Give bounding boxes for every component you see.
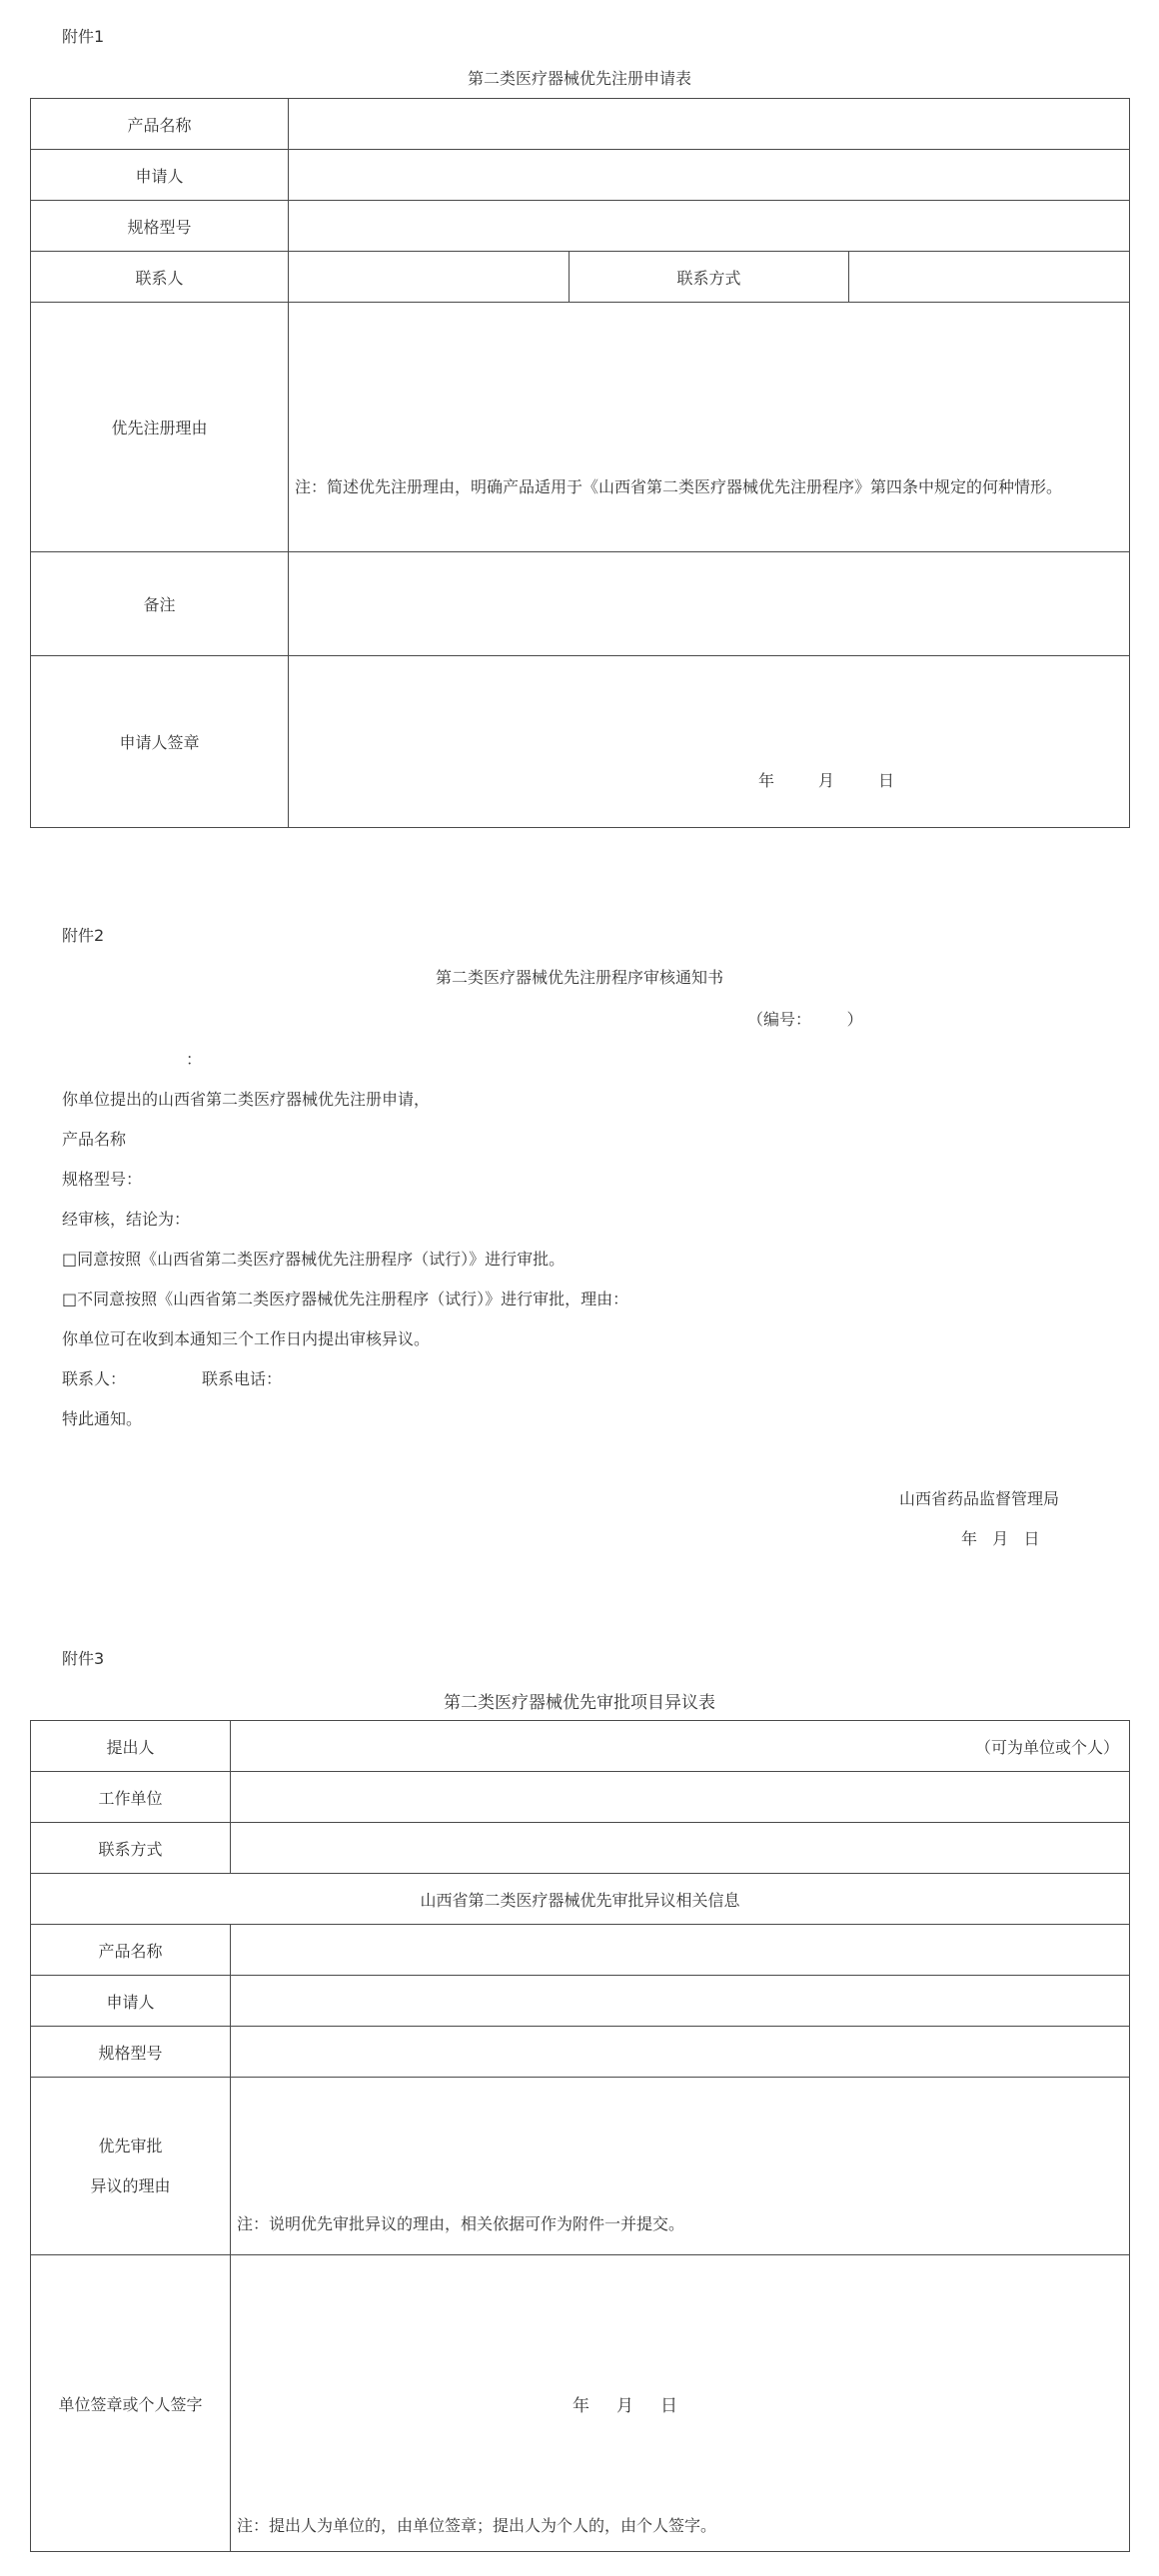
field-spec-model [289, 201, 1130, 252]
label-applicant: 申请人 [31, 150, 289, 201]
notice-line: 你单位提出的山西省第二类医疗器械优先注册申请， [62, 1090, 431, 1109]
label-applicant-seal: 申请人签章 [31, 656, 289, 828]
attachment3-title: 第二类医疗器械优先审批项目异议表 [444, 1693, 715, 1713]
signature-date: 年 月 日 [573, 2396, 678, 2416]
label-contact-method: 联系方式 [31, 1823, 231, 1874]
section-header: 山西省第二类医疗器械优先审批异议相关信息 [31, 1874, 1130, 1925]
label-priority-reason: 优先注册理由 [31, 303, 289, 552]
label-spec-model: 规格型号 [31, 2027, 231, 2078]
field-remarks [289, 552, 1130, 656]
date-month: 月 [818, 771, 835, 790]
field-contact-person [289, 252, 570, 303]
notice-line-agree: □同意按照《山西省第二类医疗器械优先注册程序（试行）》进行审批。 [62, 1250, 566, 1269]
notice-contact-label: 联系人： [62, 1369, 127, 1388]
attachment1-title: 第二类医疗器械优先注册申请表 [467, 69, 691, 88]
label-product-name: 产品名称 [31, 1925, 231, 1976]
field-signature [231, 2255, 1130, 2552]
notice-date: 年 月 日 [961, 1529, 1040, 1548]
date-day: 日 [878, 771, 895, 790]
addressee-colon: ： [186, 1050, 203, 1069]
notice-closing: 特此通知。 [62, 1409, 143, 1428]
notice-issuer: 山西省药品监督管理局 [899, 1489, 1060, 1508]
label-spec-model: 规格型号 [31, 201, 289, 252]
priority-reason-note: 注：简述优先注册理由，明确产品适用于《山西省第二类医疗器械优先注册程序》第四条中规定的何种情形。 [295, 477, 1063, 496]
field-product-name [289, 99, 1130, 150]
field-applicant-seal [289, 656, 1130, 828]
field-contact-method [231, 1823, 1130, 1874]
label-applicant: 申请人 [31, 1976, 231, 2027]
field-applicant [289, 150, 1130, 201]
attachment1-label: 附件1 [62, 27, 105, 46]
notice-line: 你单位可在收到本通知三个工作日内提出审核异议。 [62, 1329, 431, 1348]
label-contact-person: 联系人 [31, 252, 289, 303]
label-objection-reason [31, 2078, 231, 2255]
label-signature: 单位签章或个人签字 [31, 2255, 231, 2552]
notice-number: （编号： ） [747, 1010, 863, 1029]
field-applicant [231, 1976, 1130, 2027]
submitter-hint: （可为单位或个人） [231, 1721, 1130, 1772]
priority-registration-application-table [30, 98, 1130, 828]
label-contact-method: 联系方式 [570, 252, 849, 303]
label-work-unit: 工作单位 [31, 1772, 231, 1823]
label-remarks: 备注 [31, 552, 289, 656]
notice-line: 产品名称 [62, 1130, 127, 1149]
notice-phone-label: 联系电话： [202, 1369, 283, 1388]
attachment2-title: 第二类医疗器械优先注册程序审核通知书 [435, 968, 723, 987]
notice-line-disagree: □不同意按照《山西省第二类医疗器械优先注册程序（试行）》进行审批，理由： [62, 1289, 629, 1308]
notice-line: 规格型号： [62, 1170, 143, 1189]
notice-line: 经审核，结论为： [62, 1210, 191, 1229]
signature-note: 注：提出人为单位的，由单位签章；提出人为个人的，由个人签字。 [237, 2516, 717, 2535]
field-objection-reason [231, 2078, 1130, 2255]
priority-review-objection-table [30, 1720, 1130, 2552]
objection-reason-note: 注：说明优先审批异议的理由，相关依据可作为附件一并提交。 [237, 2214, 685, 2233]
attachment2-label: 附件2 [62, 926, 105, 945]
date-year: 年 [758, 771, 775, 790]
label-submitter: 提出人 [31, 1721, 231, 1772]
field-priority-reason [289, 303, 1130, 552]
field-work-unit [231, 1772, 1130, 1823]
field-spec-model [231, 2027, 1130, 2078]
label-objection-reason-line1: 优先审批 [98, 2136, 163, 2155]
label-objection-reason-line2: 异议的理由 [90, 2175, 171, 2195]
field-product-name [231, 1925, 1130, 1976]
label-product-name: 产品名称 [31, 99, 289, 150]
field-contact-method [849, 252, 1130, 303]
attachment3-label: 附件3 [62, 1649, 105, 1668]
